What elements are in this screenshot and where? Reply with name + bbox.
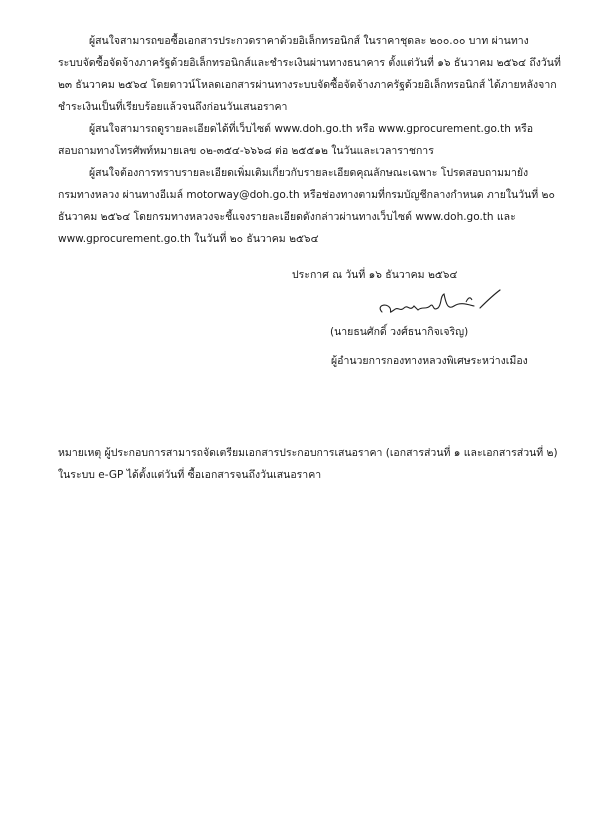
signer-title: ผู้อำนวยการกองทางหลวงพิเศษระหว่างเมือง	[331, 355, 528, 367]
paragraph-line: ผู้สนใจสามารถขอซื้อเอกสารประกวดราคาด้วยอิเล็กทรอนิกส์ ในราคาชุดละ ๒๐๐.๐๐ บาท ผ่านทาง	[89, 35, 529, 47]
paragraph-line: www.gprocurement.go.th ในวันที่ ๒๐ ธันวาคม ๒๕๖๔	[58, 233, 319, 245]
announcement-date: ประกาศ ณ วันที่ ๑๖ ธันวาคม ๒๕๖๔	[292, 269, 458, 281]
note-section	[58, 442, 558, 486]
paragraph-purchase-documents	[58, 30, 561, 118]
paragraph-line: ชำระเงินเป็นที่เรียบร้อยแล้วจนถึงก่อนวันเสนอราคา	[58, 101, 288, 113]
paragraph-line: ธันวาคม ๒๕๖๔ โดยกรมทางหลวงจะชี้แจงรายละเอียดดังกล่าวผ่านทางเว็บไซต์ www.doh.go.th และ	[58, 211, 516, 223]
note-line: หมายเหตุ ผู้ประกอบการสามารถจัดเตรียมเอกสารประกอบการเสนอราคา (เอกสารส่วนที่ ๑ และเอกสารส่วนที่ ๒)	[58, 447, 558, 459]
signer-name: (นายธนศักดิ์ วงศ์ธนากิจเจริญ)	[330, 326, 469, 338]
paragraph-line: ผู้สนใจสามารถดูรายละเอียดได้ที่เว็บไซต์ www.doh.go.th หรือ www.gprocurement.go.th หรือ	[89, 123, 534, 135]
paragraph-line: ระบบจัดซื้อจัดจ้างภาครัฐด้วยอิเล็กทรอนิกส์และชำระเงินผ่านทางธนาคาร ตั้งแต่วันที่ ๑๖ ธันวาคม ๒๕๖๔ ถึงวันที่	[58, 57, 561, 69]
paragraph-line: ผู้สนใจต้องการทราบรายละเอียดเพิ่มเติมเกี่ยวกับรายละเอียดคุณลักษณะเฉพาะ โปรดสอบถามมายัง	[89, 167, 529, 179]
handwritten-signature	[370, 284, 510, 324]
note-line: ในระบบ e-GP ได้ตั้งแต่วันที่ ซื้อเอกสารจนถึงวันเสนอราคา	[58, 469, 322, 481]
paragraph-line: กรมทางหลวง ผ่านทางอีเมล์ motorway@doh.go.th หรือช่องทางตามที่กรมบัญชีกลางกำหนด ภายในวันที่ ๒๐	[58, 189, 555, 201]
paragraph-specification-inquiry	[58, 162, 555, 250]
paragraph-line: สอบถามทางโทรศัพท์หมายเลข ๐๒-๓๕๔-๖๖๖๘ ต่อ ๒๕๕๑๒ ในวันและเวลาราชการ	[58, 145, 434, 157]
paragraph-contact-details	[58, 118, 548, 162]
paragraph-line: ๒๓ ธันวาคม ๒๕๖๔ โดยดาวน์โหลดเอกสารผ่านทางระบบจัดซื้อจัดจ้างภาครัฐด้วยอิเล็กทรอนิกส์ ได้ภายหลังจาก	[58, 79, 557, 91]
